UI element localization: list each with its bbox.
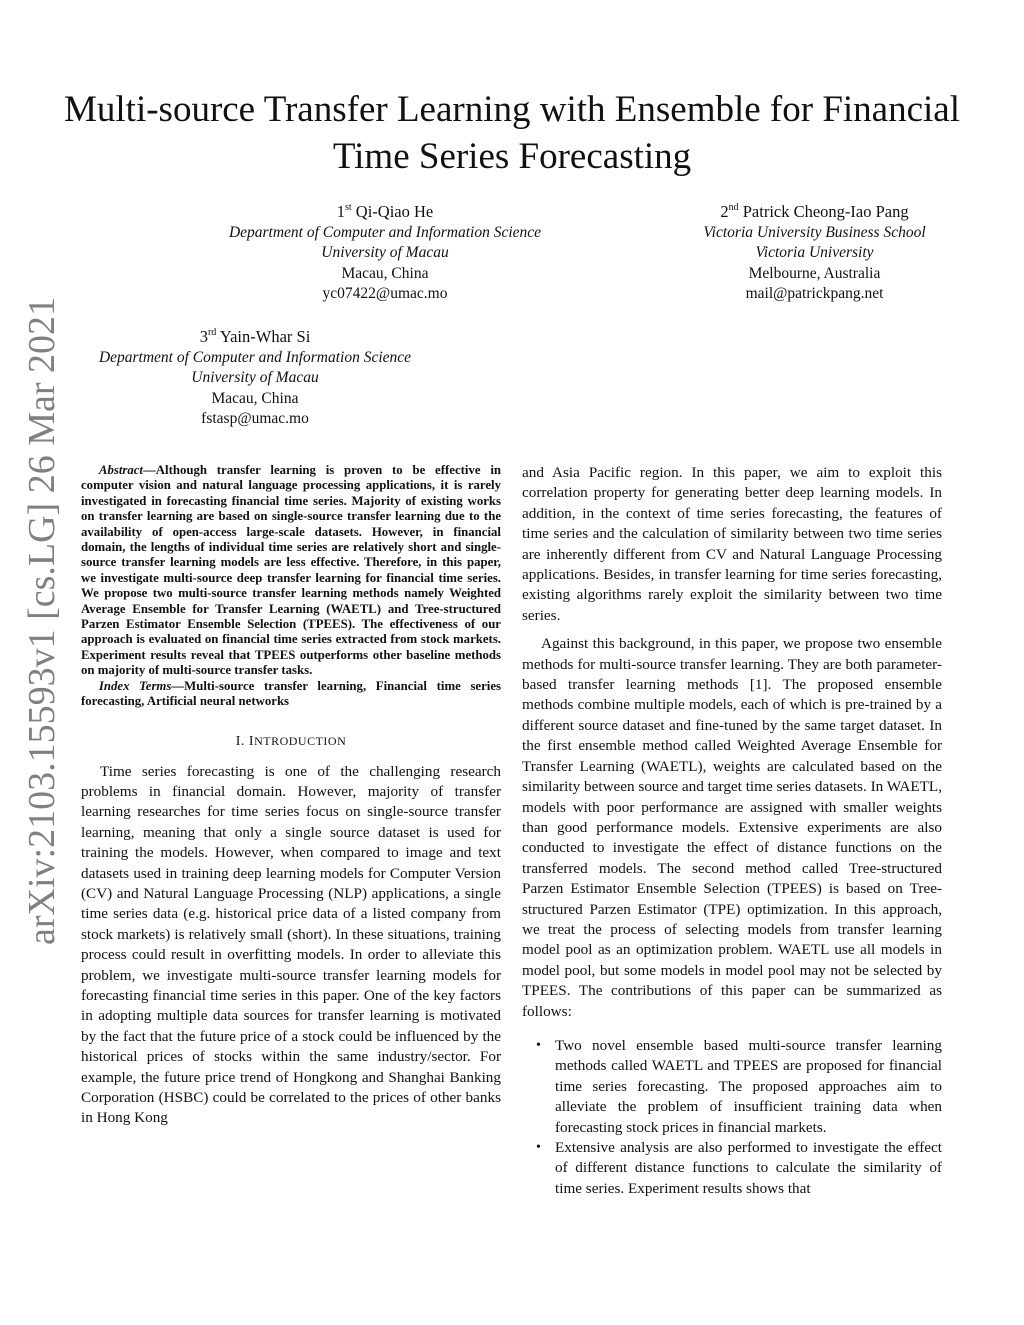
list-item bbox=[522, 1036, 942, 1138]
index-terms-text: Multi-source transfer learning, Financial time series forecasting, Artificial neural networks bbox=[81, 678, 501, 709]
author-institution: University of Macau bbox=[191, 369, 319, 387]
bullet-icon: • bbox=[536, 1037, 541, 1053]
arxiv-stamp: arXiv:2103.15593v1 [cs.LG] 26 Mar 2021 bbox=[21, 296, 63, 945]
author-ordinal: 3 bbox=[199, 327, 208, 346]
section-heading-introduction bbox=[81, 734, 501, 750]
abstract-text: Although transfer learning is proven to be effective in computer vision and natural language processing applications, it is rarely investigated in forecasting financial time series. Majority of existing works on transfer learning are based on single-source transfer learning due to the availability of open-access large-scale datasets. However, in financial domain, the lengths of individual time series are relatively short and single-source transfer learning models are less effective. Therefore, in this paper, we investigate multi-source deep transfer learning for financial time series. We propose two multi-source transfer learning methods namely Weighted Average Ensemble for Transfer Learning (WAETL) and Tree-structured Parzen Estimator Ensemble Selection (TPEES). The effectiveness of our approach is evaluated on financial time series extracted from stock markets. Experiment results reveal that TPEES outperforms other baseline methods on majority of multi-source transfer tasks. bbox=[81, 463, 501, 678]
index-terms: Index Terms—Multi-source transfer learning, Financial time series forecasting, Artificial neural networks bbox=[81, 678, 501, 709]
author-name-line bbox=[205, 202, 565, 223]
author-email: fstasp@umac.mo bbox=[201, 410, 309, 428]
author-block-2 bbox=[682, 202, 947, 305]
intro-paragraph-1-continued: and Asia Pacific region. In this paper, we aim to exploit this correlation property for generating better deep learning models. In addition, in the context of time series forecasting, the features of time series and the calculation of similarity between two time series are inherently different from CV and Natural Language Processing applications. Besides, in transfer learning for time series forecasting, existing algorithms rarely exploit the similarity between two time series. bbox=[522, 464, 942, 624]
author-name: Yain-Whar Si bbox=[219, 327, 311, 346]
author-department: Department of Computer and Information Science bbox=[98, 348, 412, 366]
author-location: Macau, China bbox=[211, 389, 299, 407]
intro-paragraph-2: Against this background, in this paper, we propose two ensemble methods for multi-source transfer learning. They are both parameter-based transfer learning methods [1]. The proposed ensemble methods combine multiple models, each of which is pre-trained by a different source dataset and fine-tuned by the same target dataset. In the first ensemble method called Weighted Average Ensemble for Transfer Learning (WAETL), weights are calculated based on the similarity between source and target time series datasets. In WAETL, models with poor performance are assigned with smaller weights than good performance models. Extensive experiments are also conducted to investigate the effect of distance functions on the transferred models. The second method called Tree-structured Parzen Estimator Ensemble Selection (TPEES) is based on Tree-structured Parzen Estimator (TPE) optimization. In this approach, we treat the process of selecting models from transfer learning model pool as an optimization problem. WAETL use all models in model pool, but some models in model pool may not be selected by TPEES. The contributions of this paper can be summarized as follows: bbox=[522, 635, 942, 1020]
author-name-line bbox=[682, 202, 947, 223]
paper-title: Multi-source Transfer Learning with Ensemble for Financial Time Series Forecasting bbox=[63, 89, 961, 177]
abstract-label: Abstract bbox=[98, 463, 143, 477]
intro-paragraph-1: Time series forecasting is one of the challenging research problems in financial domain. However, majority of transfer learning researches for time series focus on single-source transfer learning, meaning that only a single source dataset is used for training the models. However, when compared to image and text datasets used in training deep learning models for Computer Version (CV) and Natural Language Processing (NLP) applications, a single time series data (e.g. historical price data of a listed company from stock markets) is relatively small (short). In these situations, training process could result in overfitting models. In order to alleviate this problem, we investigate multi-source transfer learning models for forecasting financial time series in this paper. One of the key factors in adopting multiple data sources for transfer learning is motivated by the fact that the future price of a stock could be influenced by the historical prices of stocks within the same industry/sector. For example, the future price trend of Hongkong and Shanghai Banking Corporation (HSBC) could be correlated to the prices of other banks in Hong Kong bbox=[81, 762, 501, 1127]
author-block-1 bbox=[205, 202, 565, 305]
author-ordinal: 1 bbox=[336, 202, 345, 221]
author-location: Macau, China bbox=[341, 264, 429, 282]
author-ordinal: 2 bbox=[720, 202, 729, 221]
author-email: yc07422@umac.mo bbox=[322, 285, 448, 303]
author-department: Department of Computer and Information Science bbox=[228, 223, 542, 241]
contribution-text: Extensive analysis are also performed to investigate the effect of different distance functions to calculate the similarity of time series. Experiment results shows that bbox=[555, 1139, 942, 1197]
list-item bbox=[522, 1138, 942, 1199]
author-name: Patrick Cheong-Iao Pang bbox=[742, 202, 909, 221]
contribution-text: Two novel ensemble based multi-source transfer learning methods called WAETL and TPEES are proposed for financial time series forecasting. The proposed approaches aim to alleviate the problem of insufficient training data when forecasting stock prices in financial markets. bbox=[555, 1036, 942, 1136]
section-title-rest: NTRODUCTION bbox=[254, 733, 347, 748]
author-email: mail@patrickpang.net bbox=[745, 285, 884, 303]
author-ordinal-suffix: st bbox=[345, 202, 352, 213]
author-block-3 bbox=[75, 327, 435, 430]
contributions-list bbox=[522, 1036, 942, 1199]
author-ordinal-suffix: rd bbox=[207, 327, 217, 338]
abstract: Abstract—Although transfer learning is proven to be effective in computer vision and natural language processing applications, it is rarely investigated in forecasting financial time series. Majority of existing works on transfer learning are based on single-source transfer learning due to the availability of open-access large-scale datasets. However, in financial domain, the lengths of individual time series are relatively short and single-source transfer learning models are less effective. Therefore, in this paper, we investigate multi-source deep transfer learning for financial time series. We propose two multi-source transfer learning methods namely Weighted Average Ensemble for Transfer Learning (WAETL) and Tree-structured Parzen Estimator Ensemble Selection (TPEES). The effectiveness of our approach is evaluated on financial time series extracted from stock markets. Experiment results reveal that TPEES outperforms other baseline methods on majority of multi-source transfer tasks. bbox=[81, 463, 501, 678]
author-location: Melbourne, Australia bbox=[748, 264, 881, 282]
section-number: I. bbox=[235, 733, 245, 749]
right-column bbox=[522, 463, 942, 1199]
author-institution: Victoria University bbox=[755, 244, 874, 262]
author-department: Victoria University Business School bbox=[703, 223, 926, 241]
index-terms-label: Index Terms bbox=[98, 678, 172, 693]
author-name-line bbox=[75, 327, 435, 348]
author-institution: University of Macau bbox=[321, 244, 449, 262]
section-title-initial: I bbox=[248, 733, 255, 749]
bullet-icon: • bbox=[536, 1140, 541, 1155]
author-name: Qi-Qiao He bbox=[355, 202, 434, 221]
left-column bbox=[81, 463, 501, 1129]
author-ordinal-suffix: nd bbox=[728, 202, 739, 213]
